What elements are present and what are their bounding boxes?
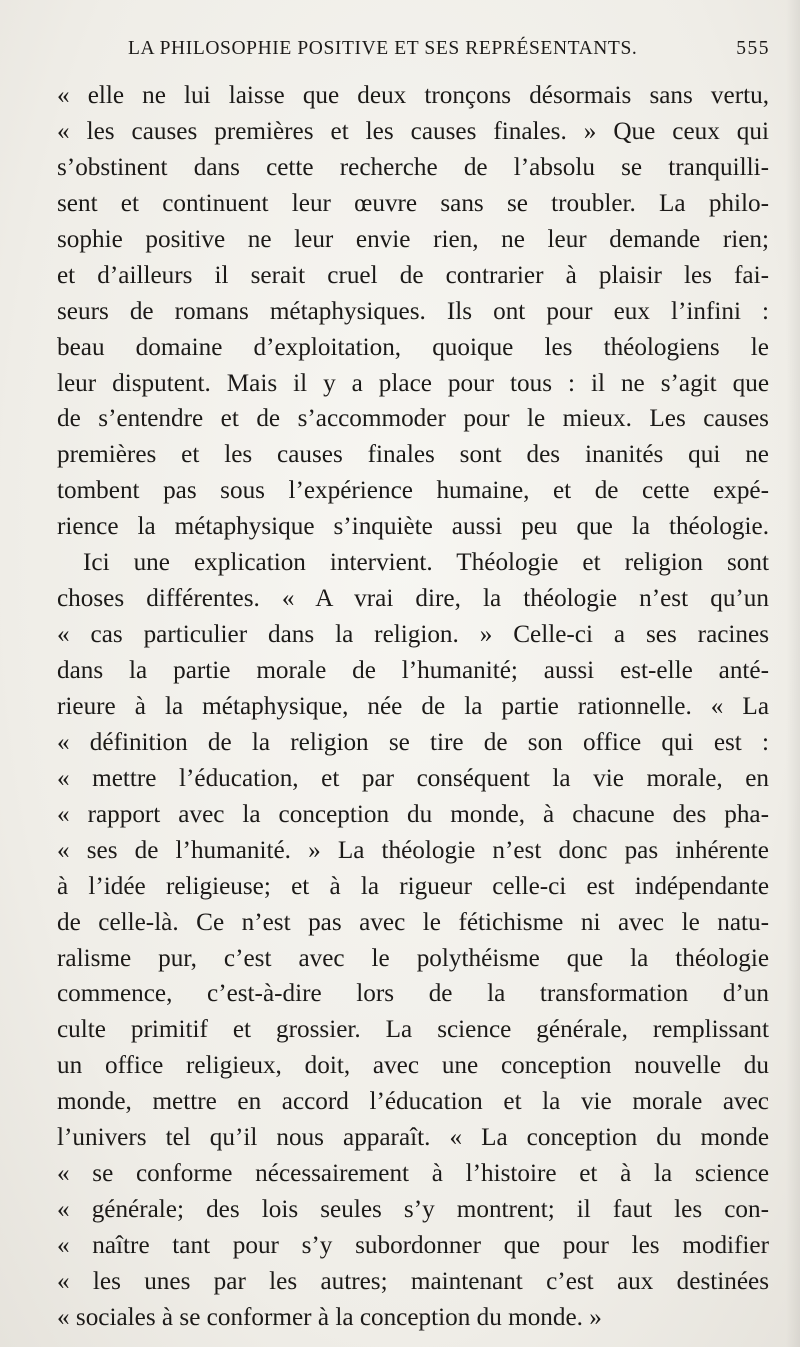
text-line: « les causes premières et les causes finales. » Que ceux qui	[57, 117, 769, 145]
page-edge-shadow	[786, 0, 800, 1347]
text-line: rience la métaphysique s’inquiète aussi peu que la théologie.	[57, 513, 769, 541]
text-line: choses différentes. « A vrai dire, la théologie n’est qu’un	[57, 585, 769, 613]
text-line: « définition de la religion se tire de son office qui est :	[57, 728, 769, 756]
text-line: l’univers tel qu’il nous apparaît. « La conception du monde	[57, 1124, 769, 1152]
text-line: un office religieux, doit, avec une conception nouvelle du	[57, 1052, 769, 1080]
text-line: beau domaine d’exploitation, quoique les théologiens le	[57, 333, 769, 361]
text-line: « cas particulier dans la religion. » Celle-ci a ses racines	[57, 621, 769, 649]
text-line: « générale; des lois seules s’y montrent; il faut les con-	[57, 1196, 769, 1224]
text-line: sent et continuent leur œuvre sans se troubler. La philo-	[57, 189, 769, 217]
text-line: seurs de romans métaphysiques. Ils ont pour eux l’infini :	[57, 297, 769, 325]
text-line: « mettre l’éducation, et par conséquent la vie morale, en	[57, 764, 769, 792]
text-line: « se conforme nécessairement à l’histoire et à la science	[57, 1160, 769, 1188]
text-line: « elle ne lui laisse que deux tronçons désormais sans vertu,	[57, 82, 769, 109]
text-line: de s’entendre et de s’accommoder pour le mieux. Les causes	[57, 405, 769, 433]
text-line: Ici une explication intervient. Théologie et religion sont	[83, 549, 769, 577]
text-line: premières et les causes finales sont des inanités qui ne	[57, 441, 769, 469]
text-line: monde, mettre en accord l’éducation et la vie morale avec	[57, 1088, 769, 1116]
text-line: et d’ailleurs il serait cruel de contrarier à plaisir les fai-	[57, 261, 769, 289]
text-line: « les unes par les autres; maintenant c’est aux destinées	[57, 1267, 769, 1295]
text-line: de celle-là. Ce n’est pas avec le fétichisme ni avec le natu-	[57, 908, 769, 936]
text-line: tombent pas sous l’expérience humaine, et de cette expé-	[57, 477, 769, 505]
text-line: ralisme pur, c’est avec le polythéisme que la théologie	[57, 944, 769, 972]
page-header	[128, 38, 770, 66]
text-line: s’obstinent dans cette recherche de l’absolu se tranquilli-	[57, 153, 769, 181]
text-line: culte primitif et grossier. La science générale, remplissant	[57, 1016, 769, 1044]
text-line: dans la partie morale de l’humanité; aussi est-elle anté-	[57, 657, 769, 684]
running-title: LA PHILOSOPHIE POSITIVE ET SES REPRÉSENTANTS.	[128, 38, 638, 59]
text-line: commence, c’est-à-dire lors de la transformation d’un	[57, 980, 769, 1008]
text-line: « ses de l’humanité. » La théologie n’est donc pas inhérente	[57, 836, 769, 864]
text-line: à l’idée religieuse; et à la rigueur celle-ci est indépendante	[57, 872, 769, 900]
text-line: « rapport avec la conception du monde, à chacune des pha-	[57, 800, 769, 828]
text-line: rieure à la métaphysique, née de la partie rationnelle. « La	[57, 692, 769, 720]
text-line: « sociales à se conformer à la conception du monde. »	[57, 1303, 602, 1331]
page-number: 555	[736, 38, 770, 59]
text-line: sophie positive ne leur envie rien, ne leur demande rien;	[57, 225, 769, 253]
text-line: « naître tant pour s’y subordonner que pour les modifier	[57, 1232, 769, 1259]
body-text	[57, 78, 769, 1336]
text-line: leur disputent. Mais il y a place pour tous : il ne s’agit que	[57, 369, 769, 397]
